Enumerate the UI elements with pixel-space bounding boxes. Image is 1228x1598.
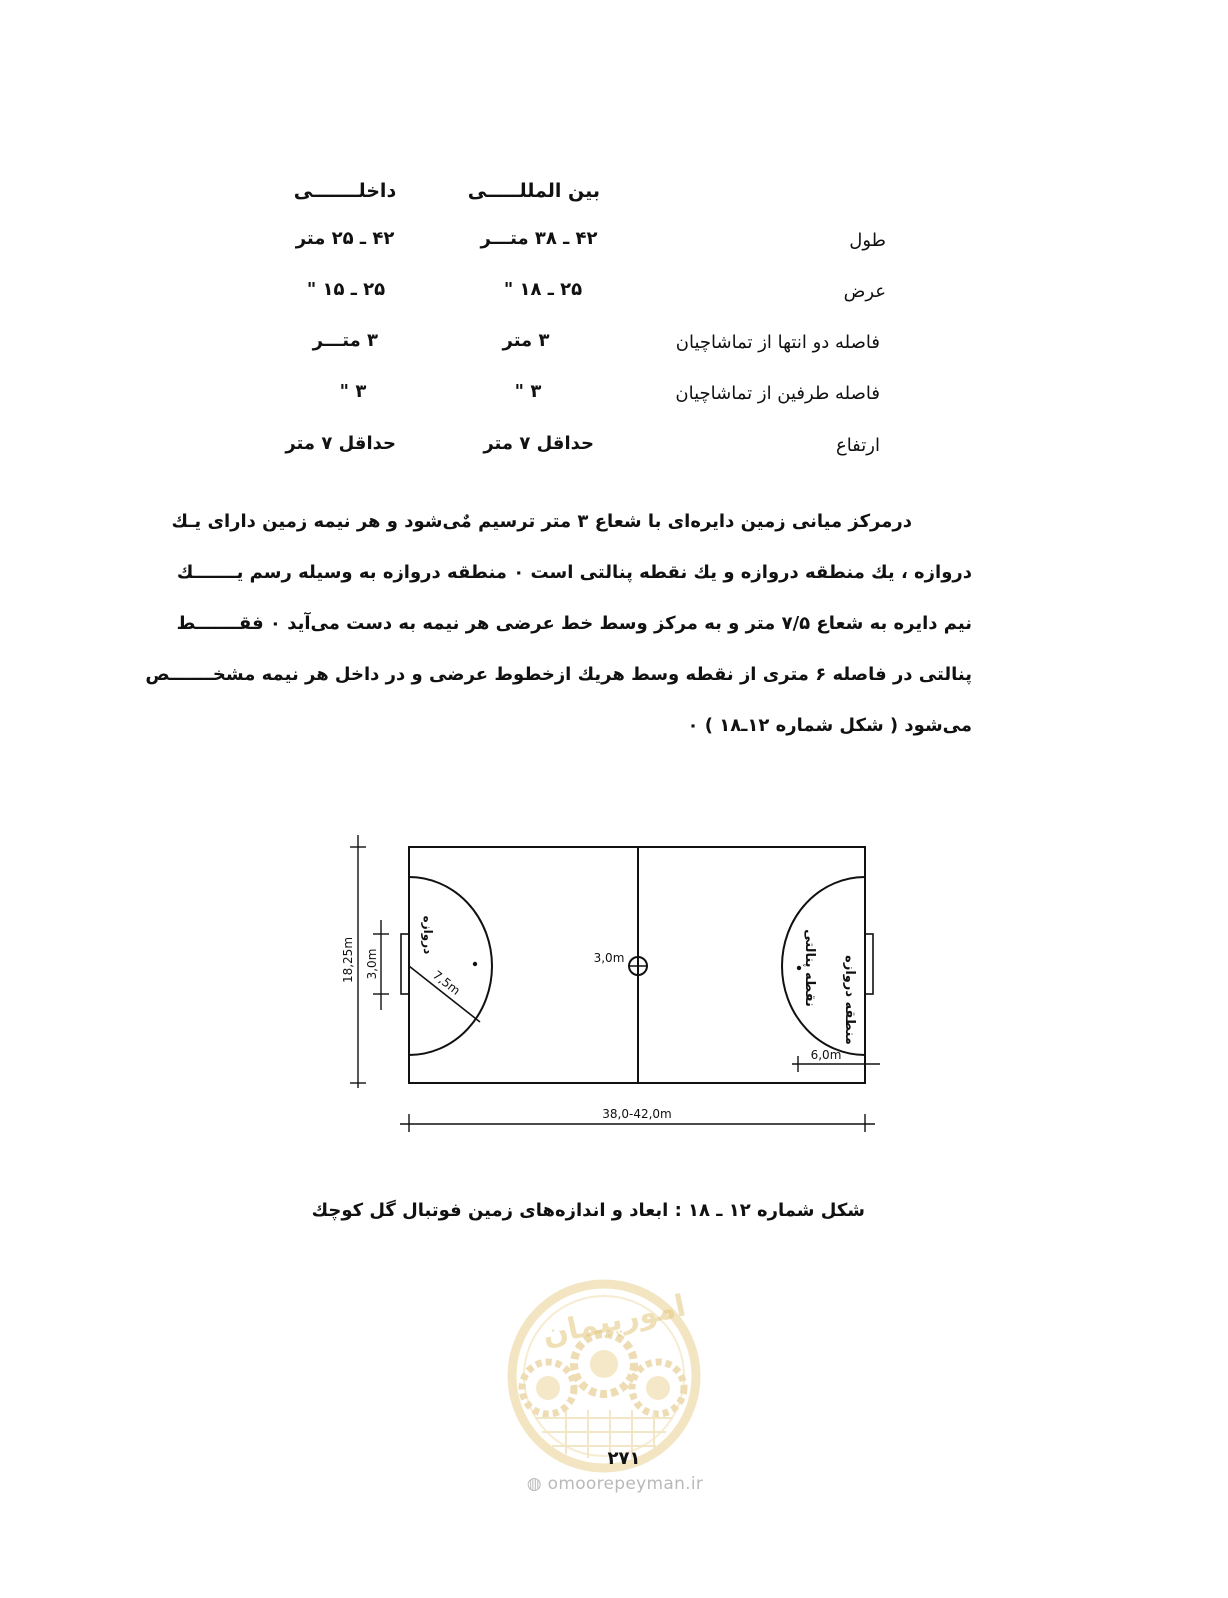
left-goal — [401, 934, 409, 994]
row-end-distance-international: ۳ متر — [502, 330, 550, 351]
label-radius: 7,5m — [430, 967, 463, 998]
row-height-domestic: حداقل ۷ متر — [285, 433, 396, 454]
row-height-international: حداقل ۷ متر — [483, 433, 594, 454]
row-side-distance-international: ۳ " — [514, 381, 542, 402]
row-width-domestic: ۲۵ ـ ۱۵ " — [306, 279, 386, 300]
row-length-domestic: ۴۲ ـ ۲۵ متر — [295, 228, 395, 249]
paragraph-line: دروازه ، یك منطقه دروازه و یك نقطه پنالتی است ۰ منطقه دروازه به وسیله رسم یـــــــك — [176, 562, 972, 583]
right-goal — [865, 934, 873, 994]
row-label-length: طول — [849, 230, 886, 251]
body-paragraph — [145, 496, 972, 751]
label-goal-width: 3,0m — [365, 948, 379, 980]
label-penalty-distance: 6,0m — [810, 1048, 842, 1062]
label-left-goal-area: دروازه — [421, 915, 435, 955]
row-label-side-distance: فاصله طرفین از تماشاچیان — [675, 383, 880, 404]
row-end-distance-domestic: ۳ متـــر — [312, 330, 378, 351]
row-side-distance-domestic: ۳ " — [339, 381, 367, 402]
label-center-radius: 3,0m — [593, 951, 625, 965]
right-penalty-point — [797, 966, 801, 970]
paragraph-line: می‌شود ( شکل شماره ۱۲ـ۱۸ ) ۰ — [687, 715, 972, 736]
watermark-logo-text: امورپیمان — [539, 1288, 689, 1353]
label-penalty-point: نقطه پنالتی — [802, 929, 817, 1007]
label-field-width: 18,25m — [341, 936, 355, 984]
row-label-end-distance: فاصله دو انتها از تماشاچیان — [675, 332, 880, 353]
watermark-url — [470, 1474, 760, 1494]
label-goal-area: منطقه دروازه — [842, 955, 857, 1045]
page-number: ۲۷۱ — [607, 1448, 641, 1469]
futsal-field-diagram — [330, 830, 890, 1140]
row-label-height: ارتفاع — [835, 435, 880, 456]
label-field-length: 38,0-42,0m — [602, 1107, 672, 1121]
paragraph-line: پنالتی در فاصله ۶ متری از نقطه وسط هریك ازخطوط عرضی و در داخل هر نیمه مشخـــــــص — [145, 664, 972, 685]
left-goal-area — [409, 877, 492, 1055]
watermark-url-text: omoorepeyman.ir — [547, 1474, 704, 1494]
header-international: بین المللـــــی — [467, 180, 600, 202]
paragraph-line: نیم دایره به شعاع ۷/۵ متر و به مرکز وسط خط عرضی هر نیمه به دست می‌آید ۰ فقـــــــط — [176, 613, 972, 634]
row-label-width: عرض — [843, 281, 886, 302]
row-length-international: ۴۲ ـ ۳۸ متـــر — [480, 228, 598, 249]
row-width-international: ۲۵ ـ ۱۸ " — [503, 279, 583, 300]
header-domestic: داخلـــــــی — [293, 180, 397, 202]
figure-caption: شکل شماره ۱۲ ـ ۱۸ : ابعاد و اندازه‌های زمین فوتبال گل کوچك — [311, 1200, 865, 1221]
paragraph-line: درمرکز میانی زمین دایره‌ای با شعاع ۳ متر ترسیم مٌی‌شود و هر نیمه زمین دارای یـك — [171, 511, 912, 532]
left-penalty-point — [473, 962, 477, 966]
watermark-globe-icon: ◍ — [526, 1474, 542, 1494]
